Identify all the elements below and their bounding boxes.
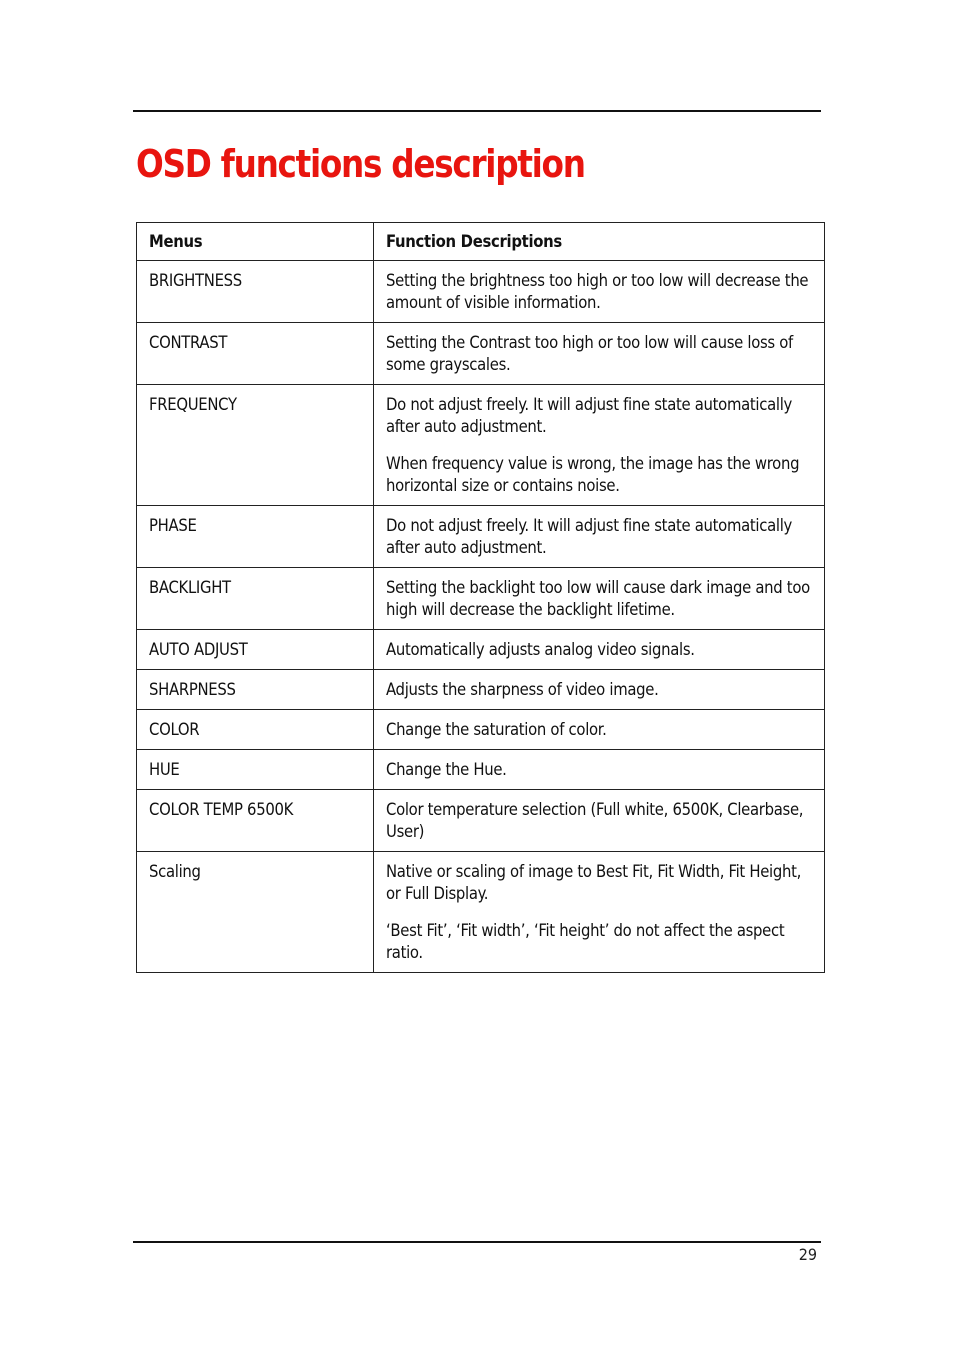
table-row <box>137 750 825 790</box>
description-cell: Change the saturation of color. <box>374 710 825 750</box>
description-cell: Setting the brightness too high or too low will decrease the amount of visible information. <box>374 261 825 323</box>
table-row <box>137 630 825 670</box>
description-cell: Change the Hue. <box>374 750 825 790</box>
description-cell: Adjusts the sharpness of video image. <box>374 670 825 710</box>
description-cell: Automatically adjusts analog video signals. <box>374 630 825 670</box>
description-cell: Do not adjust freely. It will adjust fine state automatically after auto adjustment. <box>374 506 825 568</box>
menu-cell: SHARPNESS <box>137 670 374 710</box>
table-row <box>137 385 825 506</box>
menu-cell: PHASE <box>137 506 374 568</box>
bottom-rule <box>133 1241 821 1243</box>
menu-cell: AUTO ADJUST <box>137 630 374 670</box>
table-row <box>137 261 825 323</box>
menu-cell: COLOR TEMP 6500K <box>137 790 374 852</box>
top-rule <box>133 110 821 112</box>
description-cell: Do not adjust freely. It will adjust fine state automatically after auto adjustment. When frequency value is wrong, the image has the wrong horizontal size or contains noise. <box>374 385 825 506</box>
menu-cell: BACKLIGHT <box>137 568 374 630</box>
table-row <box>137 710 825 750</box>
menu-cell: Scaling <box>137 852 374 973</box>
menu-cell: HUE <box>137 750 374 790</box>
table-row <box>137 670 825 710</box>
menu-cell: BRIGHTNESS <box>137 261 374 323</box>
description-cell: Setting the backlight too low will cause dark image and too high will decrease the backlight lifetime. <box>374 568 825 630</box>
description-cell: Setting the Contrast too high or too low will cause loss of some grayscales. <box>374 323 825 385</box>
page-title: OSD functions description <box>136 142 585 186</box>
menu-cell: FREQUENCY <box>137 385 374 506</box>
header-function-descriptions: Function Descriptions <box>374 223 825 261</box>
description-cell: Color temperature selection (Full white, 6500K, Clearbase, User) <box>374 790 825 852</box>
menu-cell: COLOR <box>137 710 374 750</box>
description-cell: Native or scaling of image to Best Fit, Fit Width, Fit Height, or Full Display. ‘Best Fit’, ‘Fit width’, ‘Fit height’ do not affect the aspect ratio. <box>374 852 825 973</box>
osd-functions-table <box>136 222 825 973</box>
table-row <box>137 568 825 630</box>
table-row <box>137 790 825 852</box>
header-menus: Menus <box>137 223 374 261</box>
table-row <box>137 852 825 973</box>
page-number: 29 <box>798 1245 817 1264</box>
menu-cell: CONTRAST <box>137 323 374 385</box>
table-header-row <box>137 223 825 261</box>
table-row <box>137 506 825 568</box>
table-row <box>137 323 825 385</box>
